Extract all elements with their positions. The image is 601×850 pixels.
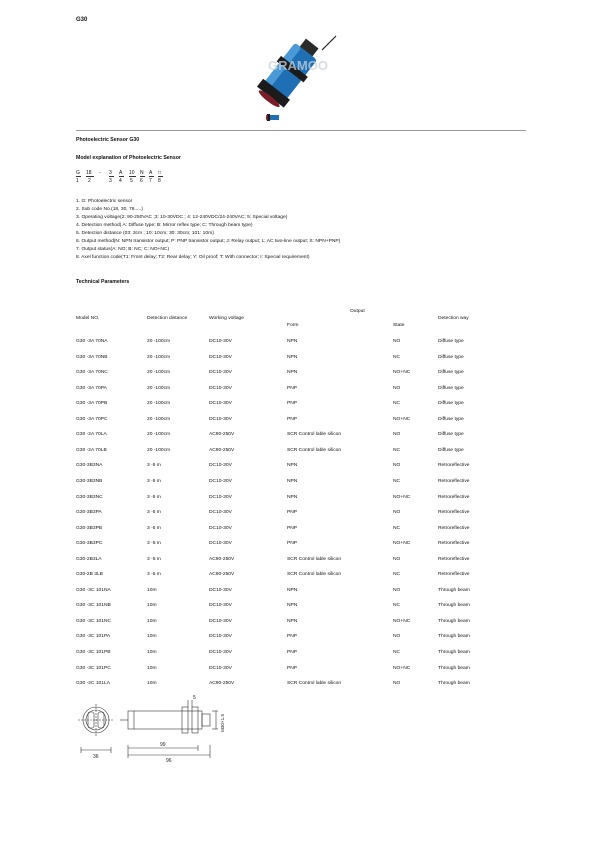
- cell-detection-way: Retroreflective: [438, 494, 470, 500]
- cell-distance: 3 -5 m: [147, 541, 161, 547]
- cell-distance: 20 -100cm: [147, 432, 171, 438]
- cell-distance: 3 -5 m: [147, 510, 161, 516]
- cell-detection-way: Through beam: [438, 634, 470, 640]
- cell-model: G30 -3A 70PB: [76, 401, 108, 407]
- cell-voltage: DC10-30V: [209, 354, 232, 360]
- cell-voltage: DC10-30V: [209, 494, 232, 500]
- product-photo: [240, 22, 360, 132]
- table-row: [0, 448, 601, 456]
- cell-voltage: DC10-30V: [209, 385, 232, 391]
- cell-voltage: DC10-30V: [209, 510, 232, 516]
- photo-watermark: GRAMOO: [268, 58, 328, 73]
- cell-model: G30 -3C 101NB: [76, 603, 111, 609]
- cell-form: PNP: [287, 385, 298, 391]
- cell-state: NC: [393, 572, 401, 578]
- header-voltage: Working voltage: [209, 316, 244, 321]
- cell-voltage: DC10-30V: [209, 618, 232, 624]
- code-part: A: [149, 170, 153, 176]
- dim-total-label: 96: [166, 758, 172, 764]
- technical-parameters-title: Technical Parameters: [76, 279, 130, 285]
- cell-form: NPN: [287, 603, 298, 609]
- cell-voltage: AC90-250V: [209, 432, 235, 438]
- cell-voltage: DC10-30V: [209, 634, 232, 640]
- cell-detection-way: Through beam: [438, 681, 470, 687]
- table-row: [0, 681, 601, 689]
- cell-distance: 20 -100cm: [147, 385, 171, 391]
- cell-voltage: DC10-30V: [209, 525, 232, 531]
- code-number: 6: [140, 178, 143, 184]
- cell-voltage: DC10-30V: [209, 416, 232, 422]
- cell-form: NPN: [287, 494, 298, 500]
- table-row: [0, 541, 601, 549]
- cell-form: SCR Control lable silicon: [287, 681, 342, 687]
- code-part: A: [119, 170, 123, 176]
- cell-distance: 10m: [147, 618, 157, 624]
- cell-detection-way: Diffuse type: [438, 401, 464, 407]
- cell-state: NO+NC: [393, 494, 411, 500]
- cell-voltage: DC10-30V: [209, 650, 232, 655]
- code-number: 8: [158, 178, 161, 184]
- cell-voltage: DC10-30V: [209, 541, 232, 547]
- cell-form: PNP: [287, 541, 298, 547]
- cell-state: NC: [393, 401, 401, 407]
- dim-body-label: 99: [160, 742, 166, 748]
- cell-form: PNP: [287, 665, 298, 671]
- cell-detection-way: Diffuse type: [438, 354, 464, 360]
- cell-distance: 20 -100cm: [147, 339, 171, 344]
- cell-form: NPN: [287, 339, 298, 344]
- cell-detection-way: Diffuse type: [438, 385, 464, 391]
- cell-detection-way: Through beam: [438, 618, 470, 624]
- cell-detection-way: Through beam: [438, 650, 470, 655]
- cell-voltage: AC90-250V: [209, 447, 235, 453]
- cell-detection-way: Retroreflective: [438, 510, 470, 516]
- table-row: [0, 588, 601, 596]
- cell-model: G30 -3A 70PC: [76, 416, 108, 422]
- cell-state: NO: [393, 587, 401, 593]
- table-row: [0, 339, 601, 347]
- cell-detection-way: Retroreflective: [438, 463, 470, 469]
- cell-form: NPN: [287, 478, 298, 484]
- cell-detection-way: Diffuse type: [438, 339, 464, 344]
- cell-distance: 20 -100cm: [147, 416, 171, 422]
- cell-voltage: DC10-30V: [209, 587, 232, 593]
- cell-form: NPN: [287, 587, 298, 593]
- code-number: 7: [149, 178, 152, 184]
- cell-detection-way: Diffuse type: [438, 416, 464, 422]
- cell-form: PNP: [287, 416, 298, 422]
- cell-distance: 3 -5 m: [147, 556, 161, 562]
- cell-form: SCR Control lable silicon: [287, 556, 342, 562]
- table-row: [0, 526, 601, 534]
- cell-voltage: DC10-30V: [209, 463, 232, 469]
- cell-state: NO+NC: [393, 416, 411, 422]
- page-header-model: G30: [76, 17, 88, 23]
- cell-state: NO: [393, 510, 401, 516]
- cell-detection-way: Diffuse type: [438, 447, 464, 453]
- cell-model: G30-2B3LA: [76, 556, 102, 562]
- cell-model: G30-3B3NB: [76, 478, 103, 484]
- table-row: [0, 479, 601, 487]
- dimension-drawing: [72, 690, 242, 770]
- code-part: 18: [86, 170, 92, 176]
- table-row: [0, 355, 601, 363]
- cell-state: NO+NC: [393, 541, 411, 547]
- cell-form: PNP: [287, 510, 298, 516]
- code-part: G: [76, 170, 80, 176]
- cell-model: G30-3B3NC: [76, 494, 103, 500]
- table-row: [0, 386, 601, 394]
- cell-state: NC: [393, 650, 401, 655]
- cell-state: NO: [393, 385, 401, 391]
- cell-form: PNP: [287, 650, 298, 655]
- code-number: 5: [130, 178, 133, 184]
- cell-state: NC: [393, 354, 401, 360]
- cell-distance: 20 -100cm: [147, 354, 171, 360]
- cell-model: G30-2B 3LB: [76, 572, 103, 578]
- code-number: 3: [109, 178, 112, 184]
- list-item: 8. Axel function code(T1: Front delay; T2: Rear delay; Y: Oil proof; T: With connector; I: Special requirement): [76, 255, 310, 261]
- cell-model: G30 -3A 70NC: [76, 370, 108, 376]
- cell-form: SCR Control lable silicon: [287, 432, 342, 438]
- cell-distance: 3 -5 m: [147, 463, 161, 469]
- model-explanation-title: Model explanation of Photoelectric Sensor: [76, 155, 181, 161]
- cell-form: PNP: [287, 525, 298, 531]
- cell-model: G30 -2A 70LB: [76, 447, 107, 453]
- list-item: 6. Output method(N: NPN transistor output; P: PNP transistor output; J: Relay output; L: AC two-line output; S: NPN+PNP): [76, 239, 341, 245]
- code-part: N: [140, 170, 144, 176]
- header-model: Model NO.: [76, 316, 100, 321]
- cell-form: NPN: [287, 618, 298, 624]
- cell-detection-way: Through beam: [438, 587, 470, 593]
- cell-distance: 10m: [147, 634, 157, 640]
- cell-distance: 10m: [147, 603, 157, 609]
- table-row: [0, 417, 601, 425]
- cell-state: NC: [393, 478, 401, 484]
- dim-thread-label: M30×1.5: [220, 713, 225, 732]
- model-code-diagram: [76, 170, 176, 190]
- cell-detection-way: Diffuse type: [438, 370, 464, 376]
- cell-voltage: AC90-250V: [209, 681, 235, 687]
- list-item: 4. Detection method( A: Diffuse type; B: Mirror reflex type; C: Through beam type): [76, 223, 253, 229]
- code-part: -: [99, 170, 101, 176]
- cell-form: SCR Control lable silicon: [287, 572, 342, 578]
- table-row: [0, 495, 601, 503]
- cell-form: NPN: [287, 463, 298, 469]
- cell-state: NO: [393, 681, 401, 687]
- cell-state: NC: [393, 525, 401, 531]
- cell-state: NC: [393, 447, 401, 453]
- cell-distance: 10m: [147, 587, 157, 593]
- cell-state: NO: [393, 634, 401, 640]
- cell-voltage: DC10-30V: [209, 339, 232, 344]
- header-output: Output: [350, 309, 365, 314]
- table-row: [0, 463, 601, 471]
- cell-detection-way: Diffuse type: [438, 432, 464, 438]
- cell-model: G30 -3C 101NA: [76, 587, 111, 593]
- cell-model: G30 -2A 70LA: [76, 432, 107, 438]
- cell-form: NPN: [287, 354, 298, 360]
- table-row: [0, 370, 601, 378]
- table-row: [0, 650, 601, 658]
- cell-state: NO: [393, 339, 401, 344]
- cell-detection-way: Retroreflective: [438, 541, 470, 547]
- code-part: 3: [109, 170, 112, 176]
- header-form: Form: [287, 323, 299, 328]
- cell-state: NO: [393, 432, 401, 438]
- cell-distance: 3 -5 m: [147, 525, 161, 531]
- code-number: 2: [88, 178, 91, 184]
- cell-model: G30-3B3PA: [76, 510, 102, 516]
- cell-state: NO: [393, 556, 401, 562]
- cell-distance: 10m: [147, 681, 157, 687]
- cell-model: G30 -3C 101PA: [76, 634, 111, 640]
- table-row: [0, 603, 601, 611]
- cell-detection-way: Through beam: [438, 603, 470, 609]
- table-row: [0, 432, 601, 440]
- table-row: [0, 572, 601, 580]
- list-item: 7. Output status(A: NO; B: NC; C: NO+NC): [76, 247, 170, 253]
- cell-detection-way: Retroreflective: [438, 478, 470, 484]
- code-part: □: [158, 170, 162, 176]
- cell-detection-way: Retroreflective: [438, 525, 470, 531]
- cell-distance: 10m: [147, 650, 157, 655]
- cell-state: NO+NC: [393, 665, 411, 671]
- code-number: 4: [119, 178, 122, 184]
- cell-model: G30 -3A 70NB: [76, 354, 108, 360]
- cell-model: G30 -3A 70PA: [76, 385, 107, 391]
- cell-distance: 20 -100cm: [147, 370, 171, 376]
- cell-model: G30 -3C 101NC: [76, 618, 112, 624]
- table-row: [0, 557, 601, 565]
- cell-distance: 10m: [147, 665, 157, 671]
- cell-model: G30 -2C 101LA: [76, 681, 110, 687]
- section-divider: [76, 130, 526, 131]
- cell-distance: 3 -5 m: [147, 478, 161, 484]
- cell-state: NC: [393, 603, 401, 609]
- cell-form: PNP: [287, 401, 298, 407]
- cell-model: G30 -3A 70NA: [76, 339, 108, 344]
- cell-voltage: DC10-30V: [209, 603, 232, 609]
- cell-voltage: DC10-30V: [209, 401, 232, 407]
- table-row: [0, 401, 601, 409]
- model-explanation-list: [76, 198, 340, 262]
- cell-model: G30-3B3NA: [76, 463, 103, 469]
- cell-detection-way: Retroreflective: [438, 556, 470, 562]
- cell-voltage: AC90-250V: [209, 572, 235, 578]
- cell-state: NO+NC: [393, 370, 411, 376]
- code-number: 1: [76, 178, 79, 184]
- cell-model: G30-3B3PB: [76, 525, 103, 531]
- header-distance: Detection distance: [147, 316, 188, 321]
- cell-model: G30 -3C 101PC: [76, 665, 111, 671]
- cell-voltage: AC90-250V: [209, 556, 235, 562]
- cell-detection-way: Retroreflective: [438, 572, 470, 578]
- cell-distance: 20 -100cm: [147, 447, 171, 453]
- cell-detection-way: Through beam: [438, 665, 470, 671]
- cell-state: NO+NC: [393, 618, 411, 624]
- cell-voltage: DC10-30V: [209, 370, 232, 376]
- table-row: [0, 666, 601, 674]
- table-row: [0, 619, 601, 627]
- dim-inner-label: 5: [193, 695, 196, 701]
- list-item: 3. Operating voltage(2: 90-250VAC ;3: 10-30VDC ; 4: 12-240VDC/24-240VAC; 5: Special voltage): [76, 215, 288, 221]
- header-detection-way: Detection way: [438, 316, 469, 321]
- table-row: [0, 510, 601, 518]
- cell-voltage: DC10-30V: [209, 478, 232, 484]
- cell-form: SCR Control lable silicon: [287, 447, 342, 453]
- cell-form: PNP: [287, 634, 298, 640]
- header-state: State: [393, 323, 405, 328]
- cell-distance: 3 -5 m: [147, 572, 161, 578]
- list-item: 2. Sub code No.(18, 30, 78.....): [76, 207, 143, 213]
- cell-model: G30 -3C 101PB: [76, 650, 111, 655]
- cell-distance: 3 -5 m: [147, 494, 161, 500]
- list-item: 5. Detection distance (03: 3cm ; 10: 10cm; 30: 30cm; 101: 10m): [76, 231, 214, 237]
- dim-width-label: 36: [93, 754, 99, 760]
- cell-voltage: DC10-30V: [209, 665, 232, 671]
- code-part: 10: [129, 170, 135, 176]
- cell-state: NO: [393, 463, 401, 469]
- list-item: 1. G: Photoelectric sensor: [76, 199, 133, 204]
- table-row: [0, 634, 601, 642]
- cell-model: G30-3B3PC: [76, 541, 103, 547]
- cell-form: NPN: [287, 370, 298, 376]
- section-title: Photoelectric Sensor G30: [76, 137, 140, 143]
- cell-distance: 20 -100cm: [147, 401, 171, 407]
